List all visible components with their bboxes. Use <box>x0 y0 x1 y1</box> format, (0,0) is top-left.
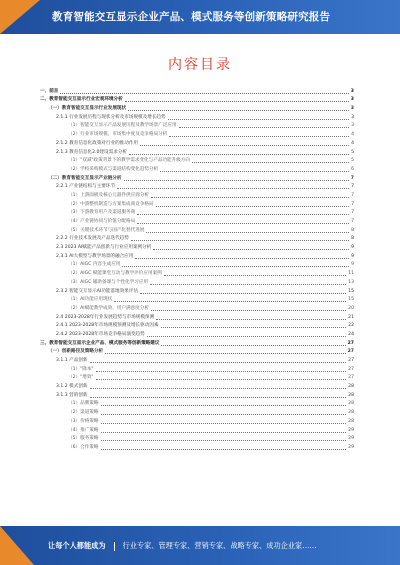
toc-entry-page: 28 <box>348 384 354 390</box>
toc-entry[interactable] <box>40 329 354 338</box>
toc-entry-title: （1）"双减"政策背景下的教学需求变化与产品功能升级方向 <box>68 158 190 164</box>
toc-entry-page: 29 <box>348 444 354 450</box>
toc-entry-title: 2.1.3 教育信息化2.0建设需求分析 <box>56 149 127 155</box>
toc-entry-title: （3）价格策略 <box>68 418 99 424</box>
toc-leader-dots <box>117 188 349 189</box>
toc-entry-title: （5）关键技术环节与国产化替代进展 <box>68 227 145 233</box>
toc-entry-title: （二）教育智能交互显示产业链分析 <box>48 175 122 181</box>
footer-slogan: 让每个人都能成为 <box>48 541 106 550</box>
toc-entry-title: 3.1.1 产品创新 <box>56 358 88 363</box>
toc-leader-dots <box>156 206 349 207</box>
toc-leader-dots <box>96 371 347 372</box>
toc-entry-page: 27 <box>348 366 354 372</box>
toc-entry[interactable] <box>40 147 354 156</box>
toc-entry[interactable] <box>40 251 354 260</box>
toc-entry-title: 2.2.1 产业链结构与主要环节 <box>56 184 116 190</box>
toc-leader-dots <box>192 162 349 163</box>
toc-entry-page: 9 <box>351 245 354 251</box>
toc-entry-page: 13 <box>348 279 354 285</box>
toc-entry-page: 7 <box>351 192 354 198</box>
toc-entry-page: 9 <box>351 262 354 268</box>
toc-entry[interactable] <box>40 173 354 182</box>
toc-entry[interactable] <box>40 321 354 330</box>
toc-entry-page: 15 <box>348 288 354 294</box>
toc-entry[interactable] <box>40 355 354 364</box>
toc-leader-dots <box>140 293 346 294</box>
toc-leader-dots <box>105 353 345 354</box>
toc-entry[interactable] <box>40 95 354 104</box>
toc-entry-page: 28 <box>348 401 354 407</box>
toc-entry-title: （1）品牌策略 <box>68 401 99 407</box>
toc-entry-page: 27 <box>347 340 354 346</box>
toc-entry-title: 2.4.2 2023-2028年市场竞争格局演变趋势 <box>56 331 145 337</box>
toc-leader-dots <box>101 405 347 406</box>
toc-entry-page: 24 <box>348 331 354 337</box>
toc-leader-dots <box>168 119 349 120</box>
toc-leader-dots <box>101 414 347 415</box>
toc-entry[interactable] <box>40 390 354 399</box>
toc-leader-dots <box>122 266 349 267</box>
toc-leader-dots <box>147 336 346 337</box>
toc-entry-page: 8 <box>351 236 354 242</box>
toc-entry-title: （2）"增效" <box>68 375 94 381</box>
toc-entry-title: 2.3.1 AI大模型与教学场景的融合应用 <box>56 253 134 259</box>
toc-entry[interactable] <box>40 138 354 147</box>
report-header <box>0 0 400 34</box>
toc-entry-title: （1）上游面板及核心元器件供应商分析 <box>68 192 150 198</box>
toc-entry[interactable] <box>40 260 354 269</box>
toc-entry-page: 3 <box>350 97 354 103</box>
toc-entry-page: 29 <box>348 427 354 433</box>
toc-leader-dots <box>114 301 346 302</box>
toc-entry[interactable] <box>40 86 354 95</box>
toc-entry-page: 7 <box>351 219 354 224</box>
toc-entry-title: 2.4.1 2023-2028年市场规模预测及增长驱动因素 <box>56 323 159 329</box>
toc-entry-title: （1）AIGC 内容生成应用 <box>68 262 121 268</box>
toc-entry-page: 27 <box>348 358 354 363</box>
toc-heading: 内容目录 <box>168 57 232 73</box>
toc-entry-page: 15 <box>348 297 354 303</box>
toc-entry-page: 5 <box>351 158 354 164</box>
toc-leader-dots <box>60 93 348 94</box>
toc-entry-title: 3.1.3 营销创新 <box>56 392 88 398</box>
toc-entry-page: 27 <box>348 375 354 381</box>
toc-leader-dots <box>156 319 346 320</box>
table-of-contents <box>40 86 354 451</box>
toc-entry-page: 7 <box>351 210 354 216</box>
toc-entry[interactable] <box>40 312 354 321</box>
toc-entry[interactable] <box>40 182 354 191</box>
toc-leader-dots <box>151 310 346 311</box>
toc-leader-dots <box>146 232 349 233</box>
toc-entry-title: （3）AIGC 辅助备课与个性化学习应用 <box>68 279 148 285</box>
toc-entry[interactable] <box>40 208 354 217</box>
toc-entry-title: （1）智能交互显示产品发展历程及教学场景广泛应用 <box>68 123 177 129</box>
toc-leader-dots <box>137 214 349 215</box>
toc-entry[interactable] <box>40 121 354 130</box>
toc-entry-page: 3 <box>350 88 354 94</box>
toc-entry-page: 4 <box>351 140 354 146</box>
toc-leader-dots <box>153 249 349 250</box>
toc-entry[interactable] <box>40 164 354 173</box>
toc-entry-page: 28 <box>348 410 354 416</box>
toc-entry-title: 3.1.2 模式创新 <box>56 384 88 390</box>
toc-entry-page: 20 <box>348 305 354 311</box>
toc-entry-page: 29 <box>348 436 354 442</box>
toc-entry-title: （1）AI功能应用现状 <box>68 297 113 303</box>
toc-entry[interactable] <box>40 373 354 382</box>
toc-entry-title: （2）AI赋能教学成效、用户满意度分析 <box>68 305 149 311</box>
toc-entry-title: （4）推广策略 <box>68 427 99 433</box>
toc-entry[interactable] <box>40 216 354 225</box>
toc-entry-title: 二、教育智能交互显示行业宏观环境分析 <box>40 97 123 103</box>
footer-roles: 行业专家、管理专家、营销专家、战略专家、成功企业家…… <box>122 541 317 550</box>
toc-leader-dots <box>137 223 349 224</box>
toc-entry-title: （2）中游整机制造与方案集成商竞争格局 <box>68 201 154 207</box>
toc-leader-dots <box>169 136 349 137</box>
toc-entry-page: 8 <box>351 227 354 233</box>
toc-entry[interactable] <box>40 268 354 277</box>
toc-leader-dots <box>90 362 347 363</box>
toc-entry-title: 2.1.2 教育信息化政策对行业的推动作用 <box>56 140 139 146</box>
toc-leader-dots <box>129 154 349 155</box>
toc-entry[interactable] <box>40 303 354 312</box>
report-title: 教育智能交互显示企业产品、模式服务等创新策略研究报告 <box>52 11 331 23</box>
toc-leader-dots <box>131 240 349 241</box>
toc-entry-page: 11 <box>348 271 354 277</box>
toc-entry-page: 7 <box>351 201 354 207</box>
footer-accent-triangle <box>0 526 34 565</box>
toc-leader-dots <box>160 171 349 172</box>
toc-entry[interactable] <box>40 442 354 451</box>
toc-leader-dots <box>140 145 349 146</box>
toc-entry[interactable] <box>40 364 354 373</box>
toc-entry-title: （2）行业市场规模、市场集中度及竞争格局分析 <box>68 132 168 138</box>
toc-entry[interactable] <box>40 416 354 425</box>
toc-leader-dots <box>164 275 346 276</box>
report-footer <box>0 526 400 565</box>
toc-leader-dots <box>125 101 349 102</box>
toc-entry-page: 6 <box>351 166 354 172</box>
toc-entry[interactable] <box>40 156 354 165</box>
toc-entry[interactable] <box>40 129 354 138</box>
toc-leader-dots <box>101 423 347 424</box>
toc-entry-page: 9 <box>351 253 354 259</box>
toc-entry-title: （5）服务策略 <box>68 436 99 442</box>
toc-leader-dots <box>150 284 346 285</box>
toc-leader-dots <box>135 258 349 259</box>
toc-leader-dots <box>96 379 347 380</box>
header-accent-triangle <box>0 0 40 34</box>
toc-entry-page: 28 <box>348 418 354 424</box>
toc-entry-title: （2）渠道策略 <box>68 410 99 416</box>
toc-entry[interactable] <box>40 399 354 408</box>
toc-entry-title: 三、教育智能交互显示企业产品、模式服务等创新策略建议 <box>40 340 160 346</box>
toc-leader-dots <box>101 440 347 441</box>
toc-entry[interactable] <box>40 338 354 347</box>
toc-entry-page: 3 <box>351 114 354 120</box>
toc-entry-page: 3 <box>351 123 354 129</box>
toc-entry-title: （3）下游教育用户及渠道服务商 <box>68 210 136 216</box>
toc-entry-title: 2.4 2023-2028年行业发展趋势与市场规模预测 <box>56 314 155 320</box>
toc-leader-dots <box>90 397 347 398</box>
toc-entry-page: 3 <box>350 106 354 112</box>
toc-leader-dots <box>101 449 347 450</box>
toc-entry-title: （4）产业链协同与价值分配格局 <box>68 219 136 224</box>
toc-entry[interactable] <box>40 234 354 243</box>
toc-entry-title: （一）教育智能交互显示行业发展现状 <box>48 106 127 112</box>
toc-entry[interactable] <box>40 277 354 286</box>
toc-entry[interactable] <box>40 295 354 304</box>
toc-leader-dots <box>179 127 349 128</box>
toc-entry-page: 4 <box>351 132 354 138</box>
toc-leader-dots <box>151 197 349 198</box>
toc-entry[interactable] <box>40 190 354 199</box>
toc-leader-dots <box>90 388 347 389</box>
toc-entry-title: （2）AIGC 赋能课堂互动与教学评价应用案例 <box>68 271 162 277</box>
toc-entry-page: 27 <box>347 349 354 355</box>
toc-entry-page: 22 <box>348 323 354 329</box>
toc-entry-page: 21 <box>348 314 354 320</box>
toc-entry-title: （6）合作策略 <box>68 444 99 450</box>
toc-entry[interactable] <box>40 242 354 251</box>
toc-entry-title: （一）创新路径及策略分析 <box>48 349 104 355</box>
toc-entry-page: 7 <box>350 175 354 181</box>
toc-leader-dots <box>101 432 347 433</box>
toc-leader-dots <box>128 110 349 111</box>
toc-entry-page: 28 <box>348 392 354 398</box>
toc-entry[interactable] <box>40 425 354 434</box>
toc-leader-dots <box>161 327 347 328</box>
toc-entry[interactable] <box>40 112 354 121</box>
toc-entry-title: （1）"降本" <box>68 366 94 372</box>
toc-entry-title: 一、前言 <box>40 88 59 94</box>
toc-entry-title: 2.3.2 智能交互显示AI功能落地效果评估 <box>56 288 138 294</box>
toc-entry-page: 7 <box>351 184 354 190</box>
toc-entry[interactable] <box>40 347 354 356</box>
toc-entry[interactable] <box>40 103 354 112</box>
toc-entry-page: 5 <box>351 149 354 155</box>
toc-entry-title: 2.3 2023 AI赋能产品创新与行业应用案例分析 <box>56 245 152 251</box>
toc-entry-title: 2.1.1 行业发展历程与现状分析及市场规模及增长趋势 <box>56 114 166 120</box>
toc-entry-title: 2.2.2 行业技术发展及产品迭代趋势 <box>56 236 129 242</box>
toc-entry[interactable] <box>40 434 354 443</box>
footer-divider <box>114 542 115 551</box>
footer-line <box>48 541 388 551</box>
toc-entry[interactable] <box>40 199 354 208</box>
toc-leader-dots <box>161 345 345 346</box>
toc-entry[interactable] <box>40 225 354 234</box>
toc-entry[interactable] <box>40 407 354 416</box>
toc-entry[interactable] <box>40 381 354 390</box>
toc-entry-title: （2）学校采购模式与渠道结构变化趋势分析 <box>68 166 159 172</box>
toc-leader-dots <box>124 180 349 181</box>
toc-entry[interactable] <box>40 286 354 295</box>
